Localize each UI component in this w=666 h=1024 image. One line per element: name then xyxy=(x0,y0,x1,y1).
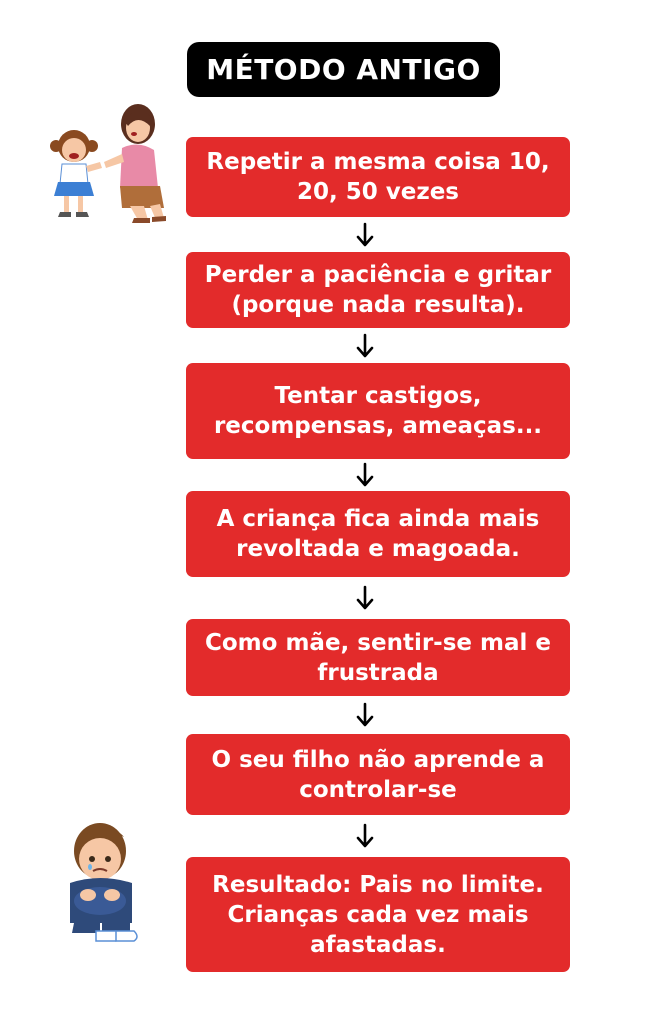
down-arrow-icon xyxy=(355,333,375,359)
down-arrow-icon xyxy=(355,222,375,248)
angry-mother-child-illustration xyxy=(38,96,168,224)
step-box-1 xyxy=(186,137,570,217)
step-text-7: Resultado: Pais no limite. Crianças cada vez mais afastadas. xyxy=(212,871,544,958)
step-text-2: Perder a paciência e gritar (porque nada resulta). xyxy=(204,262,552,318)
step-box-3 xyxy=(186,363,570,459)
step-text-5: Como mãe, sentir-se mal e frustrada xyxy=(205,629,551,686)
step-box-5 xyxy=(186,619,570,696)
step-box-6 xyxy=(186,734,570,815)
down-arrow-icon xyxy=(355,823,375,849)
step-box-4 xyxy=(186,491,570,577)
down-arrow-icon xyxy=(355,702,375,728)
step-text-4: A criança fica ainda mais revoltada e magoada. xyxy=(216,506,540,562)
step-box-7 xyxy=(186,857,570,972)
step-text-1: Repetir a mesma coisa 10, 20, 50 vezes xyxy=(206,149,550,205)
page-title: MÉTODO ANTIGO xyxy=(187,42,500,97)
down-arrow-icon xyxy=(355,585,375,611)
down-arrow-icon xyxy=(355,462,375,488)
step-text-6: O seu filho não aprende a controlar-se xyxy=(211,746,545,803)
sad-boy-illustration xyxy=(60,815,142,943)
step-text-3: Tentar castigos, recompensas, ameaças... xyxy=(213,383,543,439)
step-box-2 xyxy=(186,252,570,328)
